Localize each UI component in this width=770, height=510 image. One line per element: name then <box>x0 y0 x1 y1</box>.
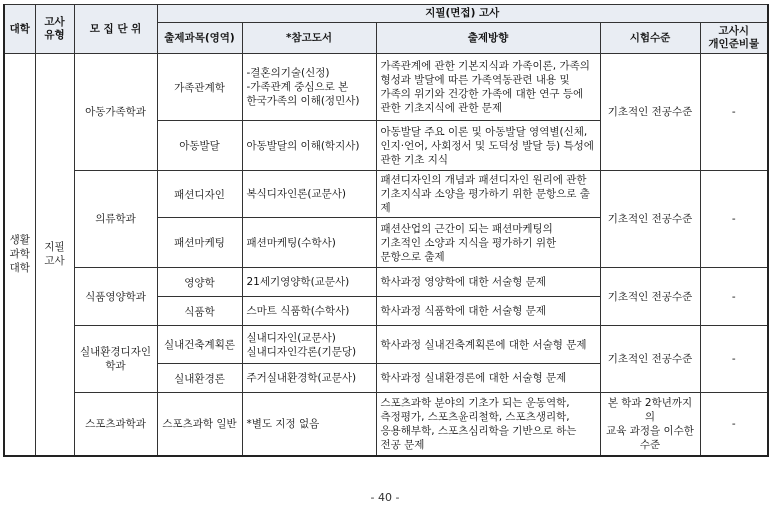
subject-cell: 식품학 <box>157 297 242 326</box>
page-number: - 40 - <box>370 491 400 504</box>
header-direction: 출제방향 <box>376 23 600 54</box>
header-exam-type: 고사 유형 <box>35 5 74 54</box>
unit-name: 아동가족학과 <box>74 54 157 171</box>
table-row <box>4 326 768 364</box>
direction-cell: 스포츠과학 분야의 기초가 되는 운동역학, 측정평가, 스포츠윤리철학, 스포츠생리학, 응용해부학, 스포츠심리학을 기반으로 하는 전공 문제 <box>376 393 600 456</box>
direction-cell: 가족관계에 관한 기본지식과 가족이론, 가족의 형성과 발달에 따른 가족역동관련 내용 및 가족의 위기와 건강한 가족에 대한 연구 등에 관한 기초지식에 관한 문제 <box>376 54 600 121</box>
subject-cell: 아동발달 <box>157 121 242 171</box>
header-reference: *참고도서 <box>242 23 376 54</box>
direction-cell: 패션디자인의 개념과 패션디자인 원리에 관한 기초지식과 소양을 평가하기 위한 문항으로 출제 <box>376 171 600 218</box>
header-prep: 고사시 개인준비물 <box>700 23 768 54</box>
subject-cell: 가족관계학 <box>157 54 242 121</box>
prep-cell: - <box>700 171 768 268</box>
level-cell: 기초적인 전공수준 <box>600 171 700 268</box>
header-subject: 출제과목(영역) <box>157 23 242 54</box>
reference-cell: 복식디자인론(교문사) <box>242 171 376 218</box>
prep-cell: - <box>700 54 768 171</box>
college-cell: 생활 과학 대학 <box>4 54 35 456</box>
reference-cell: 실내디자인(교문사) 실내디자인각론(기문당) <box>242 326 376 364</box>
subject-cell: 실내환경론 <box>157 364 242 393</box>
direction-cell: 학사과정 실내환경론에 대한 서술형 문제 <box>376 364 600 393</box>
header-written-group: 지필(면접) 고사 <box>157 5 768 23</box>
level-cell: 본 학과 2학년까지의 교육 과정을 이수한 수준 <box>600 393 700 456</box>
table-row <box>4 171 768 218</box>
direction-cell: 패션산업의 근간이 되는 패션마케팅의 기초적인 소양과 지식을 평가하기 위한 문항으로 출제 <box>376 218 600 268</box>
level-cell: 기초적인 전공수준 <box>600 54 700 171</box>
direction-cell: 아동발달 주요 이론 및 아동발달 영역별(신체, 인지·언어, 사회정서 및 도덕성 발달 등) 특성에 관한 기초 지식 <box>376 121 600 171</box>
unit-name: 식품영양학과 <box>74 268 157 326</box>
reference-cell: 주거실내환경학(교문사) <box>242 364 376 393</box>
exam-type-cell: 지필 고사 <box>35 54 74 456</box>
level-cell: 기초적인 전공수준 <box>600 326 700 393</box>
subject-cell: 패션디자인 <box>157 171 242 218</box>
table-row <box>4 54 768 121</box>
unit-name: 의류학과 <box>74 171 157 268</box>
direction-cell: 학사과정 실내건축계획론에 대한 서술형 문제 <box>376 326 600 364</box>
prep-cell: - <box>700 393 768 456</box>
prep-cell: - <box>700 326 768 393</box>
level-cell: 기초적인 전공수준 <box>600 268 700 326</box>
subject-cell: 스포츠과학 일반 <box>157 393 242 456</box>
direction-cell: 학사과정 식품학에 대한 서술형 문제 <box>376 297 600 326</box>
subject-cell: 패션마케팅 <box>157 218 242 268</box>
unit-name: 실내환경디자인 학과 <box>74 326 157 393</box>
header-college: 대학 <box>4 5 35 54</box>
header-unit: 모 집 단 위 <box>74 5 157 54</box>
table-row <box>4 393 768 456</box>
subject-cell: 실내건축계획론 <box>157 326 242 364</box>
reference-cell: 21세기영양학(교문사) <box>242 268 376 297</box>
direction-cell: 학사과정 영양학에 대한 서술형 문제 <box>376 268 600 297</box>
reference-cell: *별도 지정 없음 <box>242 393 376 456</box>
reference-cell: 아동발달의 이해(학지사) <box>242 121 376 171</box>
prep-cell: - <box>700 268 768 326</box>
reference-cell: 패션마케팅(수학사) <box>242 218 376 268</box>
reference-cell: 스마트 식품학(수학사) <box>242 297 376 326</box>
unit-name: 스포츠과학과 <box>74 393 157 456</box>
reference-cell: -결혼의기술(신정) -가족관계 중심으로 본 한국가족의 이해(정민사) <box>242 54 376 121</box>
header-level: 시험수준 <box>600 23 700 54</box>
table-row <box>4 268 768 297</box>
exam-table <box>3 4 769 457</box>
subject-cell: 영양학 <box>157 268 242 297</box>
